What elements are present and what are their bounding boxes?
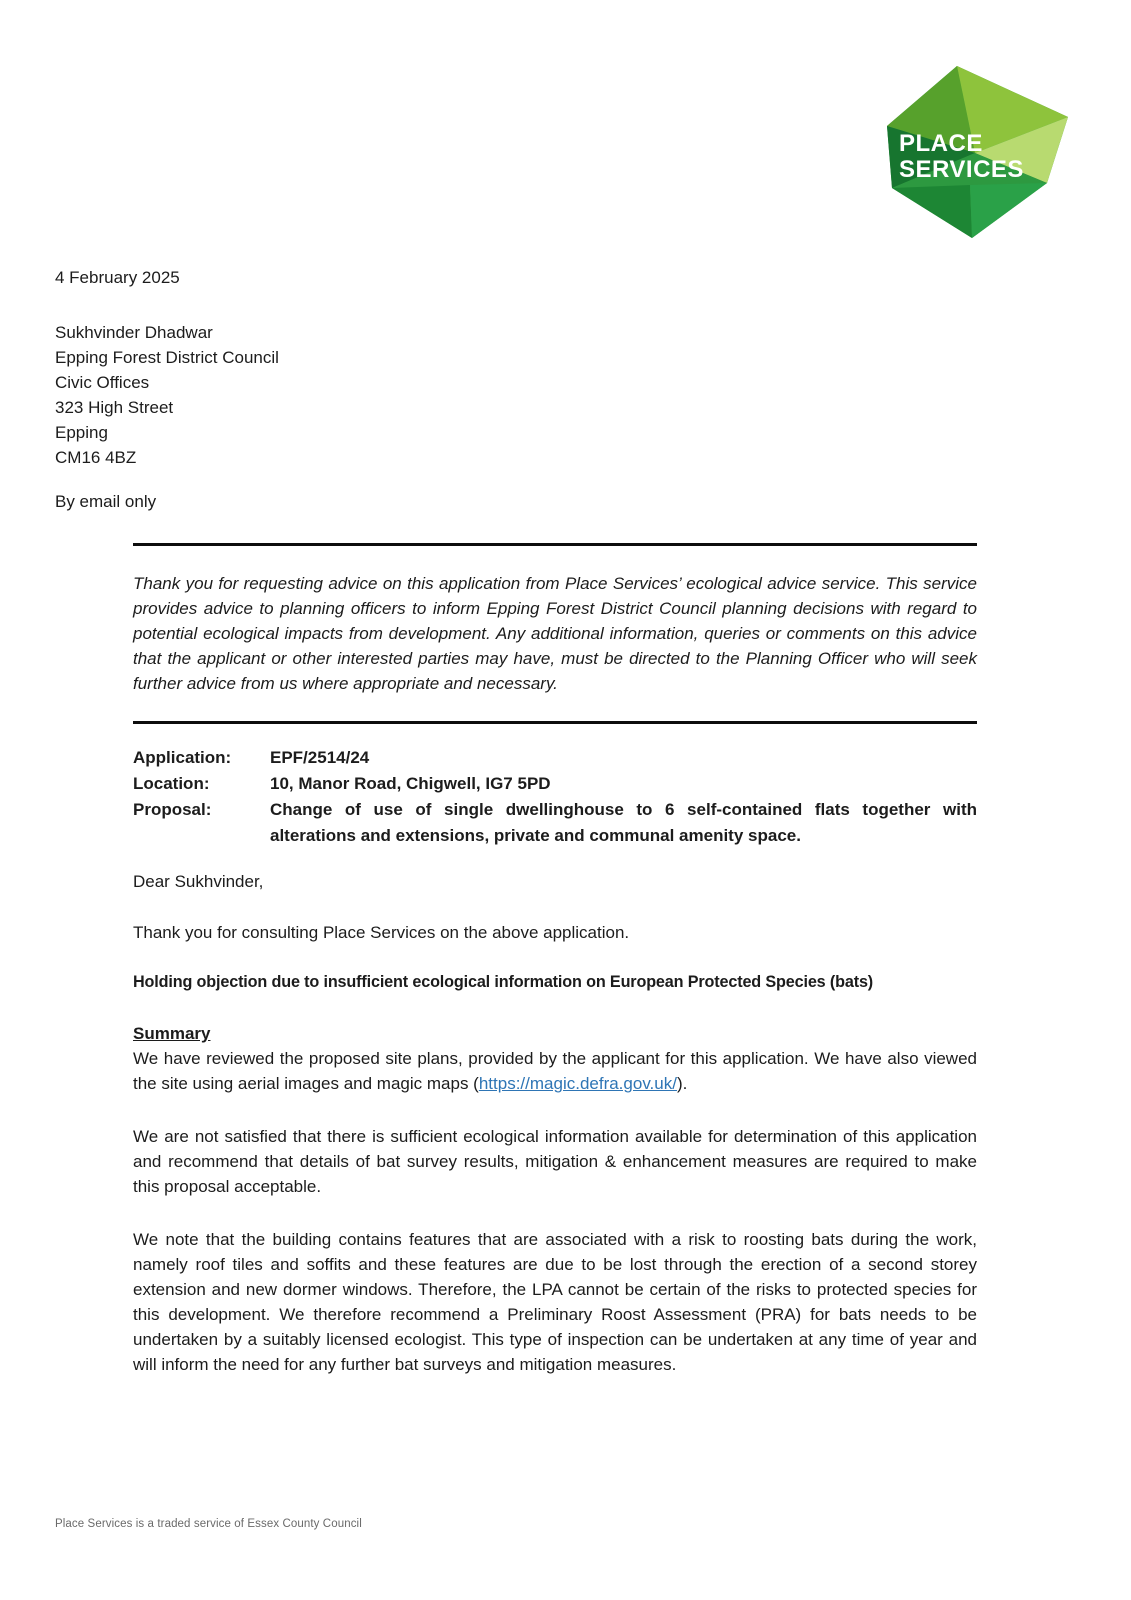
- salutation: Dear Sukhvinder,: [133, 872, 264, 891]
- footer-note: Place Services is a traded service of Essex County Council: [55, 1518, 362, 1530]
- recipient-address-line: Epping: [55, 423, 108, 442]
- logo-wordmark-line1: PLACE: [899, 130, 983, 157]
- summary-paragraph-1: [133, 1046, 977, 1096]
- magic-maps-link[interactable]: https://magic.defra.gov.uk/: [478, 1074, 677, 1093]
- recipient-postcode: CM16 4BZ: [55, 448, 137, 467]
- summary-paragraph-1-text: We have reviewed the proposed site plans, provided by the applicant for this application. We have also viewed the site using aerial images and magic maps (: [133, 1049, 977, 1093]
- horizontal-rule-bottom: [133, 721, 977, 724]
- application-details: [133, 745, 977, 849]
- summary-paragraph-2: We are not satisfied that there is sufficient ecological information available for determination of this application and recommend that details of bat survey results, mitigation & enhancement measures are required to make this proposal acceptable.: [133, 1127, 977, 1196]
- service-intro-notice: Thank you for requesting advice on this application from Place Services’ ecological advice service. This service provides advice to planning officers to inform Epping Forest District Council planning decisions with regard to potential ecological impacts from development. Any additional information, queries or comments on this advice that the applicant or other interested parties may have, must be directed to the Planning Officer who will seek further advice from us where appropriate and necessary.: [133, 574, 977, 693]
- proposal-label: Proposal:: [133, 800, 212, 819]
- location-value: 10, Manor Road, Chigwell, IG7 5PD: [270, 774, 551, 793]
- recipient-org: Epping Forest District Council: [55, 348, 279, 367]
- place-services-gem-icon: [885, 63, 1070, 245]
- recipient-address-line: 323 High Street: [55, 398, 174, 417]
- objection-heading: Holding objection due to insufficient ecological information on European Protected Species (bats): [133, 973, 874, 991]
- recipient-address: [55, 320, 279, 470]
- letter-content: [133, 543, 977, 1377]
- place-services-logo: [885, 63, 1070, 245]
- summary-heading: Summary: [133, 1024, 211, 1043]
- application-ref-value: EPF/2514/24: [270, 748, 370, 767]
- horizontal-rule-top: [133, 543, 977, 546]
- letter-date: 4 February 2025: [55, 268, 180, 287]
- summary-paragraph-1-close: ).: [676, 1074, 688, 1093]
- recipient-address-line: Civic Offices: [55, 373, 150, 392]
- proposal-value: Change of use of single dwellinghouse to 6 self-contained flats together with alterations and extensions, private and communal amenity space.: [270, 800, 977, 845]
- delivery-method: By email only: [55, 492, 157, 511]
- location-label: Location:: [133, 774, 210, 793]
- summary-paragraph-3: We note that the building contains features that are associated with a risk to roosting bats during the work, namely roof tiles and soffits and these features are due to be lost through the erection of a second storey extension and new dormer windows. Therefore, the LPA cannot be certain of the risks to protected species for this development. We therefore recommend a Preliminary Roost Assessment (PRA) for bats needs to be undertaken by a suitably licensed ecologist. This type of inspection can be undertaken at any time of year and will inform the need for any further bat surveys and mitigation measures.: [133, 1230, 977, 1374]
- recipient-name: Sukhvinder Dhadwar: [55, 323, 213, 342]
- opening-paragraph: Thank you for consulting Place Services on the above application.: [133, 923, 630, 942]
- logo-wordmark-line2: SERVICES: [899, 156, 1024, 183]
- application-ref-label: Application:: [133, 748, 232, 767]
